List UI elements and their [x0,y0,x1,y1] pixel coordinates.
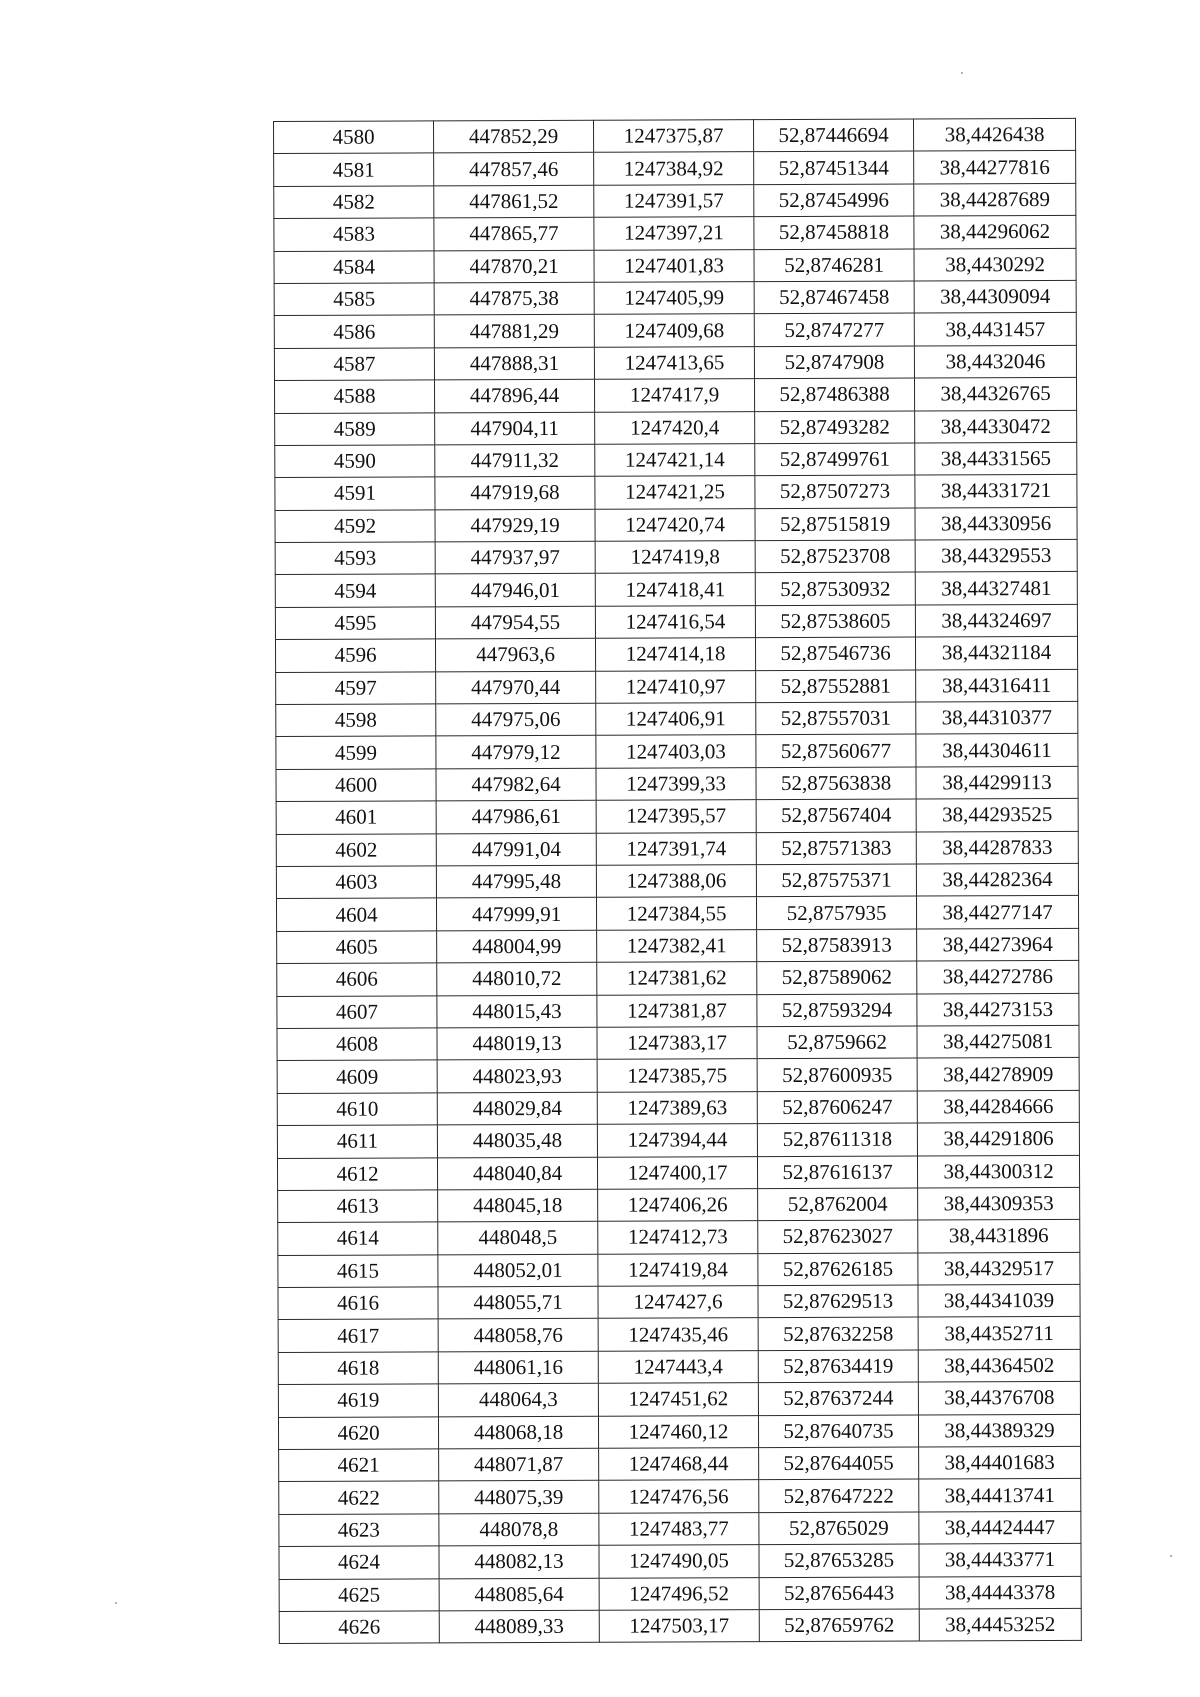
point-number-cell: 4596 [275,639,435,672]
coordinates-table-body [274,118,1082,1643]
longitude-cell: 38,44329553 [915,539,1077,572]
latitude-cell: 52,87567404 [756,799,916,832]
longitude-cell: 38,44453252 [919,1608,1081,1641]
point-number-cell: 4617 [278,1319,438,1352]
table-row [277,993,1079,1028]
table-row [279,1479,1081,1514]
longitude-cell: 38,4431896 [918,1220,1080,1253]
y-coordinate-cell: 1247384,92 [594,152,754,185]
x-coordinate-cell: 448035,48 [437,1124,597,1157]
table-row [276,896,1078,931]
table-row [277,1090,1079,1125]
table-row [275,637,1077,672]
x-coordinate-cell: 448004,99 [437,930,597,963]
table-row [279,1511,1081,1546]
point-number-cell: 4622 [279,1481,439,1514]
x-coordinate-cell: 447919,68 [435,477,595,510]
latitude-cell: 52,87523708 [755,540,915,573]
x-coordinate-cell: 448029,84 [437,1092,597,1125]
x-coordinate-cell: 448045,18 [438,1189,598,1222]
latitude-cell: 52,87623027 [758,1220,918,1253]
x-coordinate-cell: 448015,43 [437,995,597,1028]
y-coordinate-cell: 1247419,8 [595,541,755,574]
longitude-cell: 38,44331721 [915,475,1077,508]
x-coordinate-cell: 447995,48 [436,865,596,898]
table-row [274,345,1076,380]
y-coordinate-cell: 1247410,97 [596,670,756,703]
x-coordinate-cell: 448040,84 [437,1157,597,1190]
longitude-cell: 38,44413741 [919,1479,1081,1512]
longitude-cell: 38,44352711 [918,1317,1080,1350]
y-coordinate-cell: 1247409,68 [594,314,754,347]
longitude-cell: 38,44443378 [919,1576,1081,1609]
point-number-cell: 4625 [279,1578,439,1611]
table-row [276,863,1078,898]
table-row [276,831,1078,866]
longitude-cell: 38,44284666 [917,1090,1079,1123]
latitude-cell: 52,8757935 [756,896,916,929]
y-coordinate-cell: 1247400,17 [597,1156,757,1189]
latitude-cell: 52,87575371 [756,864,916,897]
longitude-cell: 38,44304611 [916,734,1078,767]
y-coordinate-cell: 1247381,87 [597,994,757,1027]
latitude-cell: 52,87656443 [759,1577,919,1610]
y-coordinate-cell: 1247397,21 [594,217,754,250]
x-coordinate-cell: 448023,93 [437,1060,597,1093]
point-number-cell: 4594 [275,574,435,607]
longitude-cell: 38,44287833 [916,831,1078,864]
latitude-cell: 52,87593294 [757,994,917,1027]
longitude-cell: 38,44433771 [919,1544,1081,1577]
table-row [279,1544,1081,1579]
latitude-cell: 52,8759662 [757,1026,917,1059]
longitude-cell: 38,44273153 [917,993,1079,1026]
y-coordinate-cell: 1247414,18 [595,638,755,671]
y-coordinate-cell: 1247420,4 [595,411,755,444]
y-coordinate-cell: 1247381,62 [597,962,757,995]
latitude-cell: 52,87647222 [759,1479,919,1512]
y-coordinate-cell: 1247417,9 [594,379,754,412]
longitude-cell: 38,44293525 [916,799,1078,832]
x-coordinate-cell: 447861,52 [434,185,594,218]
y-coordinate-cell: 1247406,26 [598,1189,758,1222]
table-row [279,1446,1081,1481]
longitude-cell: 38,44277147 [916,896,1078,929]
latitude-cell: 52,87493282 [755,411,915,444]
point-number-cell: 4580 [274,121,434,154]
table-row [278,1349,1080,1384]
point-number-cell: 4603 [276,866,436,899]
y-coordinate-cell: 1247389,63 [597,1091,757,1124]
latitude-cell: 52,87546736 [755,637,915,670]
latitude-cell: 52,87589062 [757,961,917,994]
longitude-cell: 38,44291806 [917,1123,1079,1156]
y-coordinate-cell: 1247418,41 [595,573,755,606]
x-coordinate-cell: 447896,44 [434,379,594,412]
y-coordinate-cell: 1247443,4 [598,1350,758,1383]
x-coordinate-cell: 447963,6 [435,639,595,672]
x-coordinate-cell: 448064,3 [438,1383,598,1416]
x-coordinate-cell: 447986,61 [436,800,596,833]
y-coordinate-cell: 1247395,57 [596,800,756,833]
y-coordinate-cell: 1247394,44 [597,1124,757,1157]
point-number-cell: 4590 [275,445,435,478]
point-number-cell: 4609 [277,1060,437,1093]
point-number-cell: 4611 [277,1125,437,1158]
x-coordinate-cell: 447999,91 [436,898,596,931]
coordinates-table [273,118,1082,1644]
longitude-cell: 38,44330472 [915,410,1077,443]
longitude-cell: 38,44331565 [915,442,1077,475]
point-number-cell: 4624 [279,1546,439,1579]
x-coordinate-cell: 447911,32 [435,444,595,477]
y-coordinate-cell: 1247412,73 [598,1221,758,1254]
point-number-cell: 4597 [276,672,436,705]
x-coordinate-cell: 448019,13 [437,1027,597,1060]
table-row [275,539,1077,574]
x-coordinate-cell: 447852,29 [434,120,594,153]
longitude-cell: 38,4430292 [914,248,1076,281]
latitude-cell: 52,87634419 [758,1350,918,1383]
longitude-cell: 38,44296062 [914,216,1076,249]
longitude-cell: 38,4432046 [914,345,1076,378]
longitude-cell: 38,44326765 [914,378,1076,411]
table-row [274,118,1076,153]
x-coordinate-cell: 448071,87 [439,1448,599,1481]
table-row [277,1058,1079,1093]
latitude-cell: 52,87611318 [757,1123,917,1156]
latitude-cell: 52,87557031 [756,702,916,735]
point-number-cell: 4589 [275,412,435,445]
table-row [274,183,1076,218]
latitude-cell: 52,87451344 [754,151,914,184]
y-coordinate-cell: 1247468,44 [599,1448,759,1481]
table-row [279,1608,1081,1643]
y-coordinate-cell: 1247435,46 [598,1318,758,1351]
table-row [278,1284,1080,1319]
latitude-cell: 52,87446694 [753,119,913,152]
y-coordinate-cell: 1247375,87 [593,120,753,153]
table-row [274,151,1076,186]
longitude-cell: 38,44389329 [918,1414,1080,1447]
latitude-cell: 52,87530932 [755,573,915,606]
latitude-cell: 52,8747908 [754,346,914,379]
longitude-cell: 38,4426438 [913,118,1075,151]
table-row [277,928,1079,963]
point-number-cell: 4610 [277,1093,437,1126]
y-coordinate-cell: 1247421,25 [595,476,755,509]
x-coordinate-cell: 448010,72 [437,962,597,995]
point-number-cell: 4604 [276,898,436,931]
point-number-cell: 4618 [278,1352,438,1385]
y-coordinate-cell: 1247391,74 [596,832,756,865]
point-number-cell: 4586 [274,315,434,348]
y-coordinate-cell: 1247451,62 [598,1383,758,1416]
point-number-cell: 4606 [277,963,437,996]
point-number-cell: 4592 [275,510,435,543]
longitude-cell: 38,44300312 [917,1155,1079,1188]
longitude-cell: 38,44316411 [916,669,1078,702]
longitude-cell: 38,44376708 [918,1382,1080,1415]
table-row [276,766,1078,801]
x-coordinate-cell: 447865,77 [434,217,594,250]
point-number-cell: 4582 [274,186,434,219]
scan-speck [115,1602,117,1604]
y-coordinate-cell: 1247490,05 [599,1545,759,1578]
y-coordinate-cell: 1247496,52 [599,1577,759,1610]
point-number-cell: 4608 [277,1028,437,1061]
longitude-cell: 38,44299113 [916,766,1078,799]
x-coordinate-cell: 448068,18 [438,1416,598,1449]
y-coordinate-cell: 1247403,03 [596,735,756,768]
longitude-cell: 38,44272786 [917,961,1079,994]
table-row [276,734,1078,769]
point-number-cell: 4612 [277,1157,437,1190]
latitude-cell: 52,87640735 [758,1415,918,1448]
point-number-cell: 4623 [279,1514,439,1547]
point-number-cell: 4587 [274,348,434,381]
x-coordinate-cell: 447937,97 [435,541,595,574]
point-number-cell: 4621 [279,1449,439,1482]
x-coordinate-cell: 447954,55 [435,606,595,639]
table-row [274,378,1076,413]
x-coordinate-cell: 448082,13 [439,1545,599,1578]
longitude-cell: 38,44273964 [917,928,1079,961]
table-row [275,604,1077,639]
scan-speck [1170,1555,1172,1557]
y-coordinate-cell: 1247401,83 [594,249,754,282]
latitude-cell: 52,87637244 [758,1382,918,1415]
y-coordinate-cell: 1247391,57 [594,184,754,217]
latitude-cell: 52,8765029 [759,1512,919,1545]
x-coordinate-cell: 448075,39 [439,1481,599,1514]
latitude-cell: 52,87583913 [757,929,917,962]
y-coordinate-cell: 1247421,14 [595,444,755,477]
latitude-cell: 52,87616137 [757,1156,917,1189]
point-number-cell: 4601 [276,801,436,834]
point-number-cell: 4598 [276,704,436,737]
longitude-cell: 38,44329517 [918,1252,1080,1285]
longitude-cell: 38,44341039 [918,1284,1080,1317]
point-number-cell: 4613 [278,1190,438,1223]
table-row [276,701,1078,736]
table-row [278,1252,1080,1287]
table-row [278,1414,1080,1449]
y-coordinate-cell: 1247476,56 [599,1480,759,1513]
point-number-cell: 4599 [276,736,436,769]
x-coordinate-cell: 448058,76 [438,1319,598,1352]
x-coordinate-cell: 448061,16 [438,1351,598,1384]
table-row [274,248,1076,283]
table-row [276,669,1078,704]
point-number-cell: 4600 [276,769,436,802]
longitude-cell: 38,44309353 [918,1187,1080,1220]
latitude-cell: 52,87644055 [759,1447,919,1480]
table-row [278,1317,1080,1352]
table-row [279,1576,1081,1611]
point-number-cell: 4588 [274,380,434,413]
y-coordinate-cell: 1247427,6 [598,1286,758,1319]
table-row [277,1123,1079,1158]
x-coordinate-cell: 448089,33 [439,1610,599,1643]
point-number-cell: 4583 [274,218,434,251]
point-number-cell: 4593 [275,542,435,575]
table-row [277,1025,1079,1060]
y-coordinate-cell: 1247406,91 [596,703,756,736]
point-number-cell: 4584 [274,250,434,283]
longitude-cell: 38,44330956 [915,507,1077,540]
table-row [275,572,1077,607]
x-coordinate-cell: 447904,11 [435,412,595,445]
x-coordinate-cell: 447870,21 [434,250,594,283]
table-row [277,1155,1079,1190]
x-coordinate-cell: 447875,38 [434,282,594,315]
x-coordinate-cell: 447929,19 [435,509,595,542]
longitude-cell: 38,44275081 [917,1025,1079,1058]
latitude-cell: 52,87538605 [755,605,915,638]
latitude-cell: 52,87632258 [758,1317,918,1350]
y-coordinate-cell: 1247503,17 [599,1610,759,1643]
x-coordinate-cell: 447946,01 [435,574,595,607]
longitude-cell: 38,44321184 [915,637,1077,670]
point-number-cell: 4619 [278,1384,438,1417]
x-coordinate-cell: 447970,44 [436,671,596,704]
latitude-cell: 52,87626185 [758,1253,918,1286]
point-number-cell: 4614 [278,1222,438,1255]
table-row [275,507,1077,542]
point-number-cell: 4607 [277,995,437,1028]
longitude-cell: 38,44310377 [916,701,1078,734]
longitude-cell: 38,44364502 [918,1349,1080,1382]
x-coordinate-cell: 448055,71 [438,1286,598,1319]
table-row [277,961,1079,996]
point-number-cell: 4591 [275,477,435,510]
latitude-cell: 52,87659762 [759,1609,919,1642]
table-row [275,410,1077,445]
scan-speck [961,72,963,74]
longitude-cell: 38,4431457 [914,313,1076,346]
table-row [278,1220,1080,1255]
y-coordinate-cell: 1247405,99 [594,282,754,315]
latitude-cell: 52,87458818 [754,216,914,249]
longitude-cell: 38,44287689 [914,183,1076,216]
table-row [275,442,1077,477]
y-coordinate-cell: 1247399,33 [596,767,756,800]
y-coordinate-cell: 1247413,65 [594,346,754,379]
x-coordinate-cell: 447888,31 [434,347,594,380]
latitude-cell: 52,87571383 [756,832,916,865]
table-row [274,280,1076,315]
table-row [278,1382,1080,1417]
point-number-cell: 4602 [276,833,436,866]
y-coordinate-cell: 1247419,84 [598,1253,758,1286]
latitude-cell: 52,87499761 [755,443,915,476]
longitude-cell: 38,44401683 [919,1446,1081,1479]
y-coordinate-cell: 1247388,06 [596,865,756,898]
longitude-cell: 38,44324697 [915,604,1077,637]
latitude-cell: 52,8747277 [754,313,914,346]
point-number-cell: 4581 [274,153,434,186]
x-coordinate-cell: 447982,64 [436,768,596,801]
table-row [274,216,1076,251]
y-coordinate-cell: 1247382,41 [597,929,757,962]
x-coordinate-cell: 447979,12 [436,736,596,769]
table-row [275,475,1077,510]
point-number-cell: 4585 [274,283,434,316]
longitude-cell: 38,44278909 [917,1058,1079,1091]
x-coordinate-cell: 447881,29 [434,315,594,348]
latitude-cell: 52,87515819 [755,508,915,541]
latitude-cell: 52,87467458 [754,281,914,314]
longitude-cell: 38,44424447 [919,1511,1081,1544]
latitude-cell: 52,87600935 [757,1058,917,1091]
x-coordinate-cell: 447991,04 [436,833,596,866]
point-number-cell: 4595 [275,607,435,640]
point-number-cell: 4626 [279,1611,439,1644]
y-coordinate-cell: 1247385,75 [597,1059,757,1092]
x-coordinate-cell: 447857,46 [434,153,594,186]
latitude-cell: 52,87507273 [755,475,915,508]
longitude-cell: 38,44277816 [914,151,1076,184]
latitude-cell: 52,87486388 [754,378,914,411]
longitude-cell: 38,44309094 [914,280,1076,313]
latitude-cell: 52,87629513 [758,1285,918,1318]
y-coordinate-cell: 1247483,77 [599,1512,759,1545]
longitude-cell: 38,44282364 [916,863,1078,896]
y-coordinate-cell: 1247383,17 [597,1027,757,1060]
latitude-cell: 52,87653285 [759,1544,919,1577]
point-number-cell: 4620 [278,1416,438,1449]
latitude-cell: 52,87552881 [756,670,916,703]
y-coordinate-cell: 1247384,55 [596,897,756,930]
point-number-cell: 4615 [278,1255,438,1288]
table-row [274,313,1076,348]
x-coordinate-cell: 448048,5 [438,1222,598,1255]
latitude-cell: 52,87560677 [756,734,916,767]
y-coordinate-cell: 1247416,54 [595,606,755,639]
x-coordinate-cell: 448052,01 [438,1254,598,1287]
table-row [276,799,1078,834]
latitude-cell: 52,87454996 [754,184,914,217]
point-number-cell: 4605 [277,931,437,964]
latitude-cell: 52,87606247 [757,1091,917,1124]
x-coordinate-cell: 448078,8 [439,1513,599,1546]
longitude-cell: 38,44327481 [915,572,1077,605]
point-number-cell: 4616 [278,1287,438,1320]
latitude-cell: 52,8746281 [754,249,914,282]
y-coordinate-cell: 1247460,12 [598,1415,758,1448]
latitude-cell: 52,87563838 [756,767,916,800]
y-coordinate-cell: 1247420,74 [595,508,755,541]
x-coordinate-cell: 447975,06 [436,703,596,736]
x-coordinate-cell: 448085,64 [439,1578,599,1611]
latitude-cell: 52,8762004 [758,1188,918,1221]
table-row [278,1187,1080,1222]
